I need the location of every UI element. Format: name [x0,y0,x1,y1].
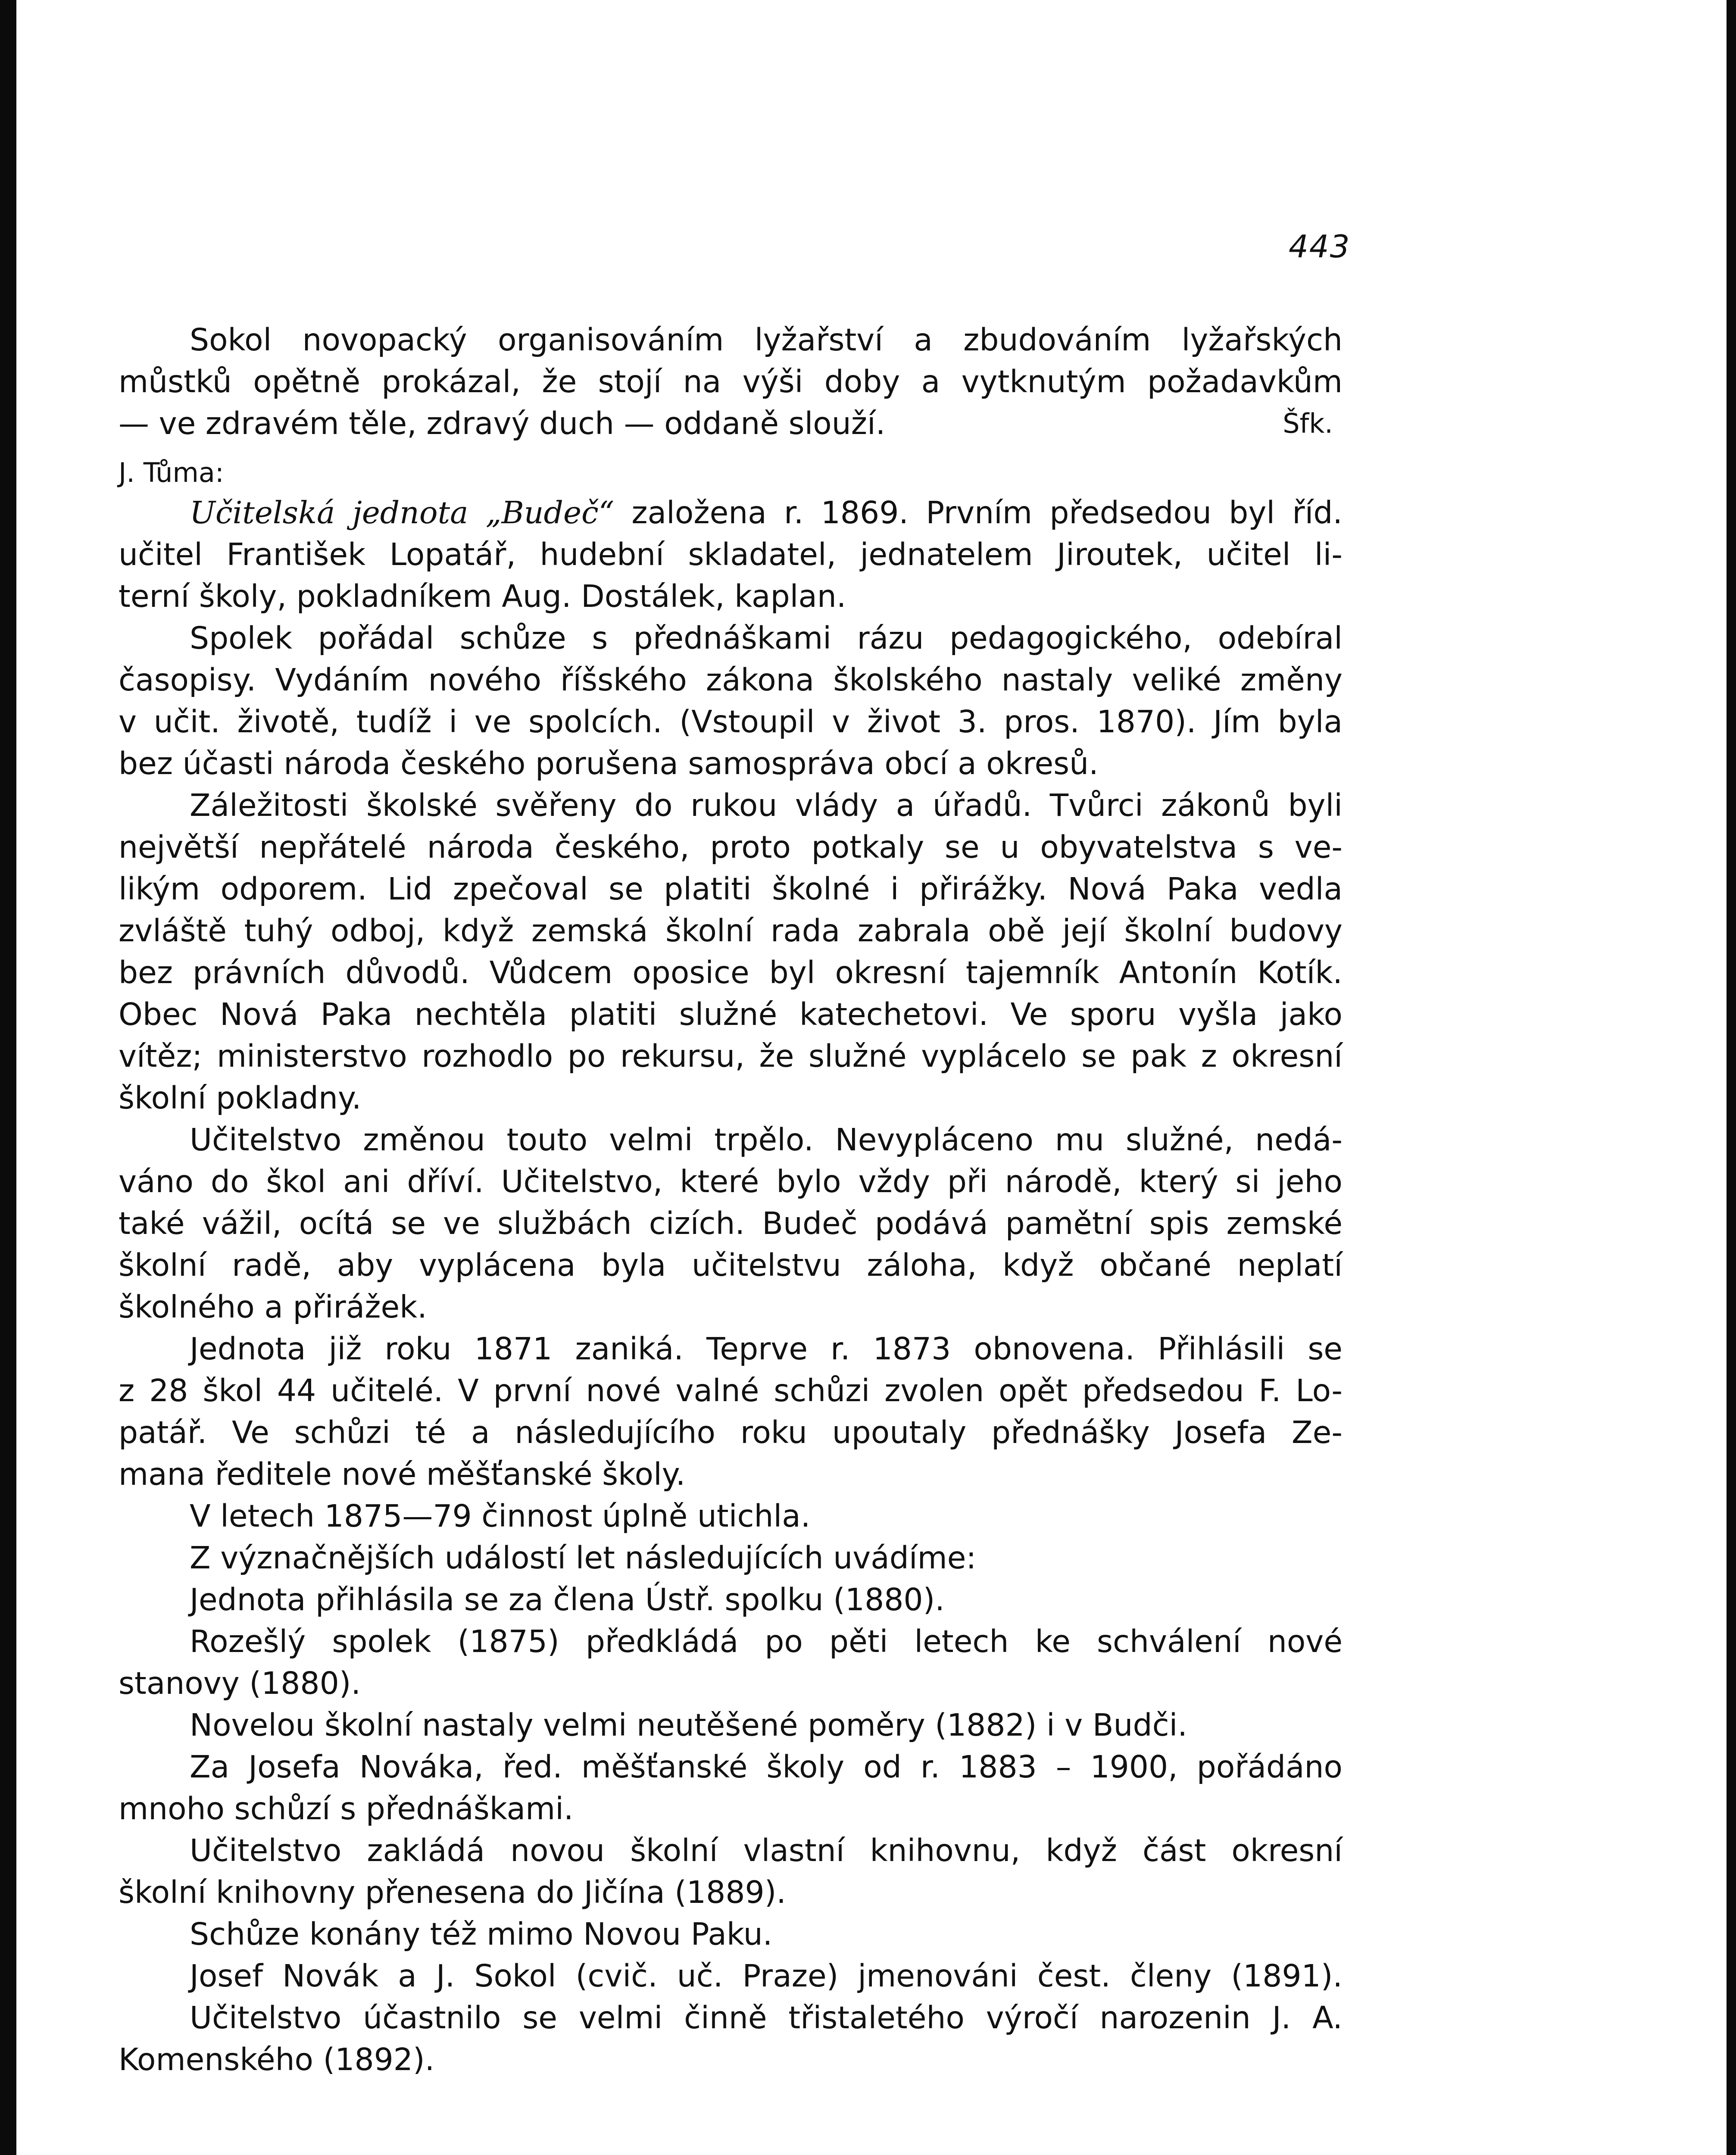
text-line: Učitelstvo změnou touto velmi trpělo. Nevypláceno mu služné, nedá- [190,1122,1343,1158]
text-line: Jednota již roku 1871 zaniká. Teprve r. 1873 obnovena. Přihlásili se [190,1331,1343,1367]
text-line: Obec Nová Paka nechtěla platiti služné katechetovi. Ve sporu vyšla jako [119,996,1343,1032]
text-line [119,403,1343,444]
text-line: Novelou školní nastaly velmi neutěšené poměry (1882) i v Budči. [190,1707,1187,1743]
text-line: bez právních důvodů. Vůdcem oposice byl okresní tajemník Antonín Kotík. [119,955,1343,990]
text-line: školní radě, aby vyplácena byla učitelstvu záloha, když občané neplatí [119,1247,1343,1283]
text-line: stanovy (1880). [119,1665,361,1701]
text-line: mnoho schůzí s přednáškami. [119,1791,574,1827]
text-line: Za Josefa Nováka, řed. měšťanské školy od r. 1883 – 1900, pořádáno [190,1749,1343,1785]
text-line: V letech 1875—79 činnost úplně utichla. [190,1498,811,1534]
text-line: Sokol novopacký organisováním lyžařství a zbudováním lyžařských [190,322,1343,358]
text-line-content: — ve zdravém těle, zdravý duch — oddaně slouží. [119,406,886,441]
text-line: školní knihovny přenesena do Jičína (1889). [119,1874,786,1910]
scan-edge-right [1727,0,1736,2155]
body-text [119,319,1343,2080]
text-line: Učitelstvo účastnilo se velmi činně třistaletého výročí narozenin J. A. [190,2000,1343,2036]
text-line: školného a přirážek. [119,1289,427,1325]
text-line: mana ředitele nové měšťanské školy. [119,1456,686,1492]
text-line: Jednota přihlásila se za člena Ústř. spolku (1880). [190,1582,945,1618]
text-line: bez účasti národa českého porušena samospráva obcí a okresů. [119,746,1099,781]
text-line: likým odporem. Lid zpečoval se platiti školné i přirážky. Nová Paka vedla [119,871,1343,907]
text-line: z 28 škol 44 učitelé. V první nové valné schůzi zvolen opět předsedou F. Lo- [119,1373,1343,1409]
text-line: Schůze konány též mimo Novou Paku. [190,1916,773,1952]
text-line: Záležitosti školské svěřeny do rukou vlády a úřadů. Tvůrci zákonů byli [190,787,1343,823]
text-line: Učitelstvo zakládá novou školní vlastní knihovnu, když část okresní [190,1833,1343,1868]
text-line: Komenského (1892). [119,2042,435,2077]
paragraph-gap [119,444,1343,454]
text-line: váno do škol ani dříví. Učitelstvo, které bylo vždy při národě, který si jeho [119,1164,1343,1199]
text-line: učitel František Lopatář, hudební skladatel, jednatelem Jiroutek, učitel li- [119,537,1343,572]
text-line: Z význačnějších událostí let následujících uvádíme: [190,1540,977,1576]
text-line: patář. Ve schůzi té a následujícího roku upoutaly přednášky Josefa Ze- [119,1415,1343,1450]
text-line: terní školy, pokladníkem Aug. Dostálek, kaplan. [119,578,846,614]
text-line: časopisy. Vydáním nového říšského zákona školského nastaly veliké změny [119,662,1343,698]
text-line: školní pokladny. [119,1080,362,1116]
text-line: zvláště tuhý odboj, když zemská školní rada zabrala obě její školní budovy [119,913,1343,949]
page-number: 443 [1289,228,1351,265]
signature: Šfk. [1283,408,1333,439]
heading-line [119,492,1343,534]
text-line: Spolek pořádal schůze s přednáškami rázu pedagogického, odebíral [190,620,1343,656]
text-line: v učit. životě, tudíž i ve spolcích. (Vstoupil v život 3. pros. 1870). Jím byla [119,704,1343,740]
text-line: také vážil, ocítá se ve službách cizích. Budeč podává pamětní spis zemské [119,1206,1343,1241]
society-name: Učitelská jednota „Budeč“ [190,495,615,531]
heading-rest: založena r. 1869. Prvním předsedou byl říd. [614,495,1343,531]
text-line: vítěz; ministerstvo rozhodlo po rekursu, že služné vyplácelo se pak z okresní [119,1038,1343,1074]
author-line: J. Tůma: [119,457,224,488]
text-line: největší nepřátelé národa českého, proto potkaly se u obyvatelstva s ve- [119,829,1343,865]
scan-edge-left [0,0,16,2155]
text-line: můstků opětně prokázal, že stojí na výši doby a vytknutým požadavkům [119,364,1343,400]
text-line: Josef Novák a J. Sokol (cvič. uč. Praze) jmenováni čest. členy (1891). [190,1958,1343,1994]
text-line: Rozešlý spolek (1875) předkládá po pěti letech ke schválení nové [190,1624,1343,1659]
